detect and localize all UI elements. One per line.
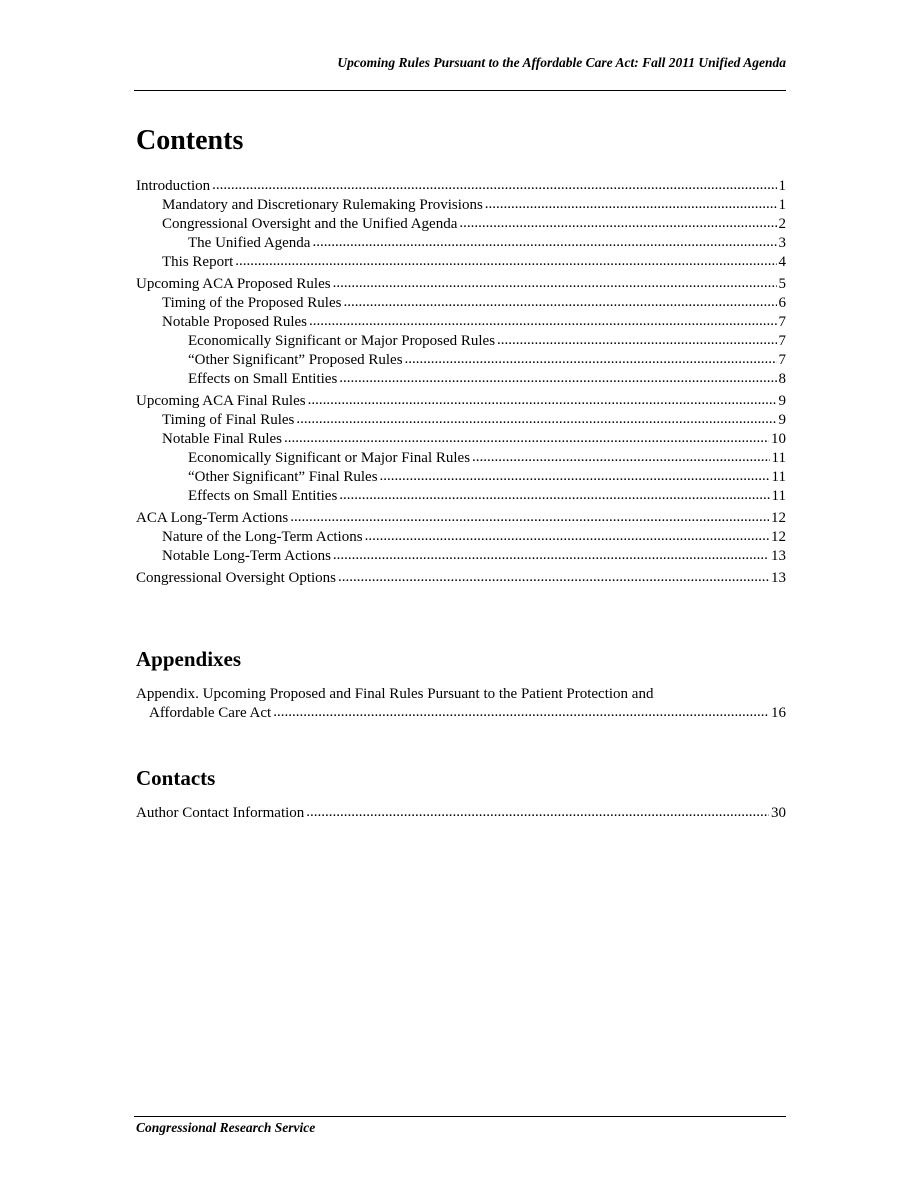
- running-footer: Congressional Research Service: [136, 1120, 316, 1135]
- toc-entry[interactable]: [136, 430, 786, 449]
- toc-entry-title: “Other Significant” Final Rules: [188, 469, 378, 485]
- toc-entry[interactable]: [136, 351, 786, 370]
- contacts-list: [136, 804, 786, 823]
- dot-leader: [338, 568, 769, 587]
- toc-entry-page: 7: [778, 352, 786, 368]
- toc-entry-title: Effects on Small Entities: [188, 488, 338, 504]
- toc-entry-title: Timing of Final Rules: [162, 412, 295, 428]
- toc-entry-page: 4: [778, 254, 786, 270]
- dot-leader: [290, 508, 769, 527]
- toc-entry-title: Timing of the Proposed Rules: [162, 295, 342, 311]
- toc-entry[interactable]: [136, 332, 786, 351]
- dot-leader: [312, 233, 776, 252]
- toc-entry-title: “Other Significant” Proposed Rules: [188, 352, 403, 368]
- toc-entry-title: Congressional Oversight and the Unified Agenda: [162, 216, 458, 232]
- toc-entry-title: Author Contact Information: [136, 805, 305, 821]
- toc-entry-page: 9: [778, 412, 786, 428]
- toc-entry-page: 6: [778, 295, 786, 311]
- toc-entry[interactable]: [136, 275, 786, 294]
- toc-entry-page: 5: [778, 276, 786, 292]
- dot-leader: [273, 703, 769, 722]
- toc-entry[interactable]: [136, 487, 786, 506]
- toc-entry-title: Congressional Oversight Options: [136, 570, 336, 586]
- running-header: Upcoming Rules Pursuant to the Affordable Care Act: Fall 2011 Unified Agenda: [337, 55, 786, 70]
- dot-leader: [333, 274, 777, 293]
- dot-leader: [339, 369, 776, 388]
- dot-leader: [296, 410, 776, 429]
- toc-entry-page: 11: [771, 450, 786, 466]
- toc-entry[interactable]: [136, 509, 786, 528]
- toc-entry[interactable]: [136, 547, 786, 566]
- toc-entry-page: 13: [771, 548, 786, 564]
- toc-entry-title: Notable Final Rules: [162, 431, 282, 447]
- toc-entry-title: Notable Proposed Rules: [162, 314, 307, 330]
- toc-entry-page: 7: [778, 333, 786, 349]
- dot-leader: [339, 486, 769, 505]
- dot-leader: [497, 331, 776, 350]
- toc-entry-title: Affordable Care Act: [149, 705, 272, 721]
- dot-leader: [459, 214, 776, 233]
- toc-entry[interactable]: [136, 215, 786, 234]
- toc-entry-page: 13: [771, 570, 786, 586]
- toc-entry-title: The Unified Agenda: [188, 235, 311, 251]
- toc-entry-title: Economically Significant or Major Proposed Rules: [188, 333, 496, 349]
- toc-entry-page: 7: [778, 314, 786, 330]
- toc-entry-title: Upcoming ACA Proposed Rules: [136, 276, 331, 292]
- toc-entry-page: 1: [778, 178, 786, 194]
- toc-entry-page: 12: [771, 510, 786, 526]
- toc-entry-title: Mandatory and Discretionary Rulemaking Provisions: [162, 197, 483, 213]
- header-rule: [134, 90, 786, 91]
- toc-entry-title: ACA Long-Term Actions: [136, 510, 289, 526]
- toc-entry-title: Nature of the Long-Term Actions: [162, 529, 363, 545]
- toc-entry[interactable]: [136, 569, 786, 588]
- toc-entry-page: 30: [771, 805, 786, 821]
- dot-leader: [212, 176, 776, 195]
- toc-entry-title: Appendix. Upcoming Proposed and Final Rules Pursuant to the Patient Protection and: [136, 686, 654, 702]
- toc-entry-page: 10: [771, 431, 786, 447]
- toc-entry[interactable]: [136, 253, 786, 272]
- toc-entry-title: Upcoming ACA Final Rules: [136, 393, 306, 409]
- dot-leader: [308, 391, 777, 410]
- appendixes-list: [136, 685, 786, 723]
- toc-entry[interactable]: [136, 449, 786, 468]
- toc-entry-appendix[interactable]: [136, 685, 786, 723]
- dot-leader: [380, 467, 770, 486]
- dot-leader: [284, 429, 769, 448]
- toc-entry-page: 11: [771, 488, 786, 504]
- dot-leader: [309, 312, 777, 331]
- toc-entry-title: Effects on Small Entities: [188, 371, 338, 387]
- toc-entry-page: 3: [778, 235, 786, 251]
- toc-entry-title: Introduction: [136, 178, 211, 194]
- footer-rule: [134, 1116, 786, 1117]
- appendixes-heading: Appendixes: [136, 647, 242, 671]
- toc-entry-page: 1: [778, 197, 786, 213]
- toc-entry-title: This Report: [162, 254, 234, 270]
- toc-entry-page: 12: [771, 529, 786, 545]
- toc-entry[interactable]: [136, 370, 786, 389]
- dot-leader: [306, 803, 769, 822]
- toc-entry[interactable]: [136, 196, 786, 215]
- toc-entry[interactable]: [136, 294, 786, 313]
- toc-entry[interactable]: [136, 313, 786, 332]
- toc-entry[interactable]: [136, 528, 786, 547]
- toc-entry[interactable]: [136, 392, 786, 411]
- toc-entry[interactable]: [136, 468, 786, 487]
- dot-leader: [333, 546, 769, 565]
- toc-entry-page: 2: [778, 216, 786, 232]
- dot-leader: [472, 448, 770, 467]
- toc-entry-title: Economically Significant or Major Final Rules: [188, 450, 471, 466]
- toc-entry-page: 8: [778, 371, 786, 387]
- toc-entry-page: 16: [771, 705, 786, 721]
- toc-entry-page: 11: [771, 469, 786, 485]
- dot-leader: [235, 252, 776, 271]
- dot-leader: [485, 195, 777, 214]
- toc-entry-page: 9: [778, 393, 786, 409]
- dot-leader: [365, 527, 769, 546]
- dot-leader: [343, 293, 776, 312]
- toc-entry-title: Notable Long-Term Actions: [162, 548, 331, 564]
- dot-leader: [405, 350, 777, 369]
- contents-heading: Contents: [136, 125, 244, 156]
- toc-entry-contacts[interactable]: [136, 804, 786, 823]
- contacts-heading: Contacts: [136, 766, 216, 790]
- toc-entry[interactable]: [136, 234, 786, 253]
- table-of-contents: [136, 177, 786, 588]
- toc-entry[interactable]: [136, 411, 786, 430]
- toc-entry[interactable]: [136, 177, 786, 196]
